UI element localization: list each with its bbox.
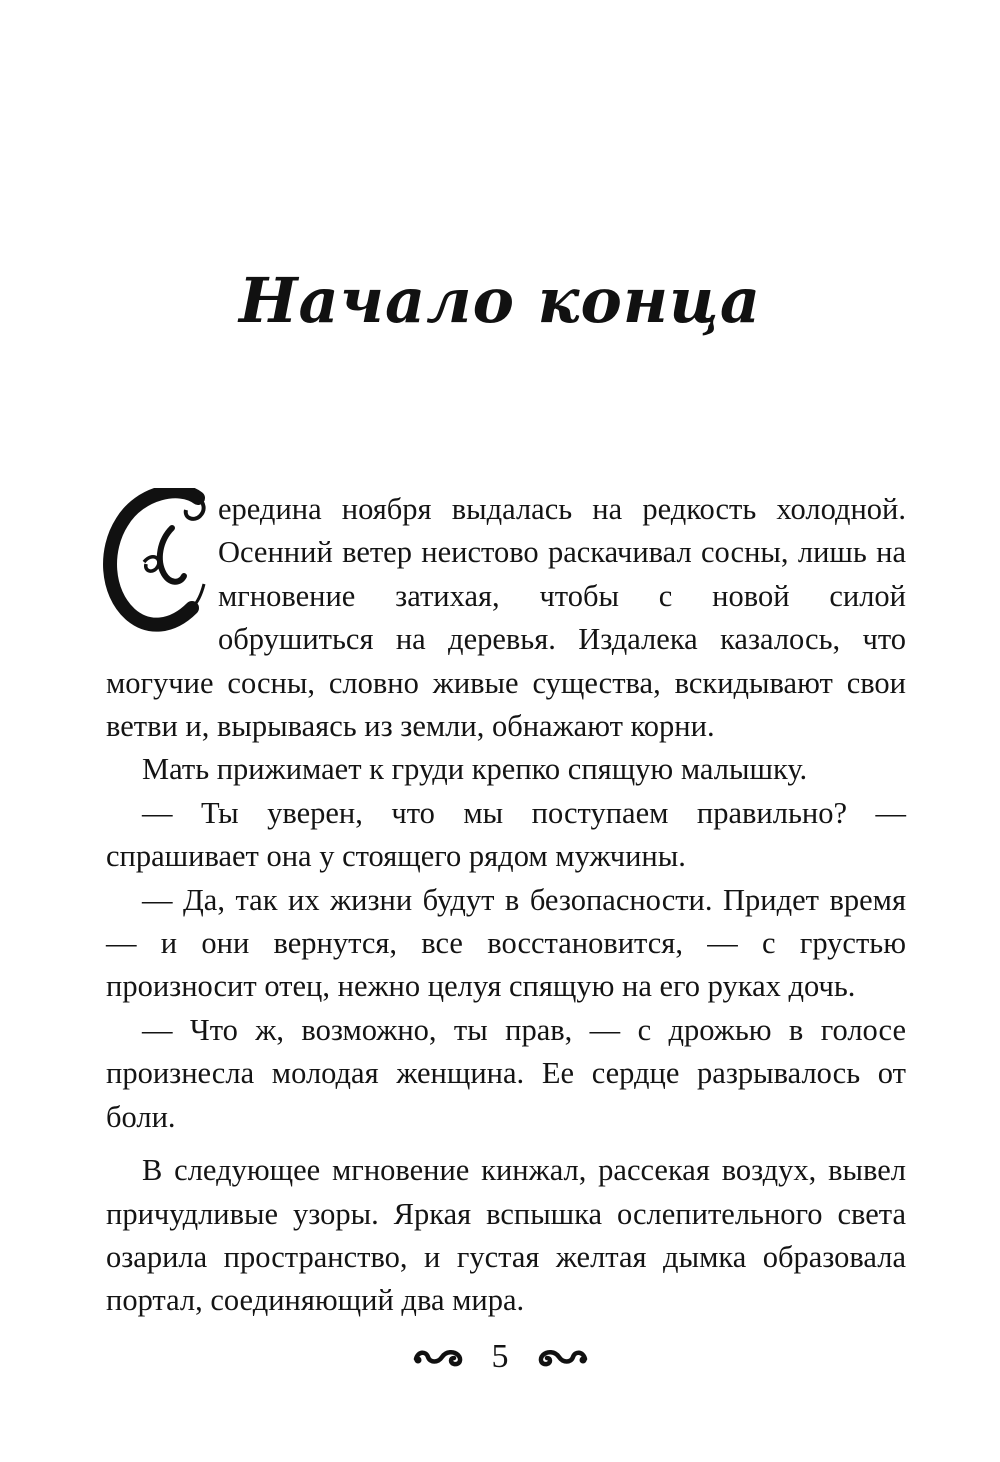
chapter-title: Начало конца [238,263,762,337]
page-footer [0,1338,1000,1376]
paragraph: ередина ноября выдалась на редкость холодной. Осенний ветер неистово раскачивал сосны, лишь на мгновение затихая, чтобы с новой силой обрушиться на деревья. Издалека казалось, что могучие сосны, словно живые существа, вскидывают свои ветви и, вырываясь из земли, обнажают корни. [106,492,906,744]
dialogue-line: — Что ж, возможно, ты прав, — с дрожью в голосе произнесла молодая женщина. Ее сердце разрывалось от боли. [106,1012,906,1134]
dialogue-line: — Ты уверен, что мы поступаем правильно? — спрашивает она у стоящего рядом мужчины. [106,795,906,874]
swirl-ornament-icon [412,1345,466,1369]
paragraph: В следующее мгновение кинжал, рассекая воздух, вывел причудливые узоры. Яркая вспышка ослепительного света озарила пространство, и густая желтая дымка образовала портал, соединяющий два мира. [106,1153,906,1318]
page-number: 5 [491,1338,509,1375]
paragraph: Мать прижимает к груди крепко спящую малышку. [142,752,808,787]
drop-cap [100,488,214,634]
chapter-body [106,488,906,1323]
swirl-ornament-icon [535,1345,589,1369]
dialogue-line: — Да, так их жизни будут в безопасности. Придет время — и они вернутся, все восстановится, — с грустью произносит отец, нежно целуя спящую на его руках дочь. [106,882,906,1004]
